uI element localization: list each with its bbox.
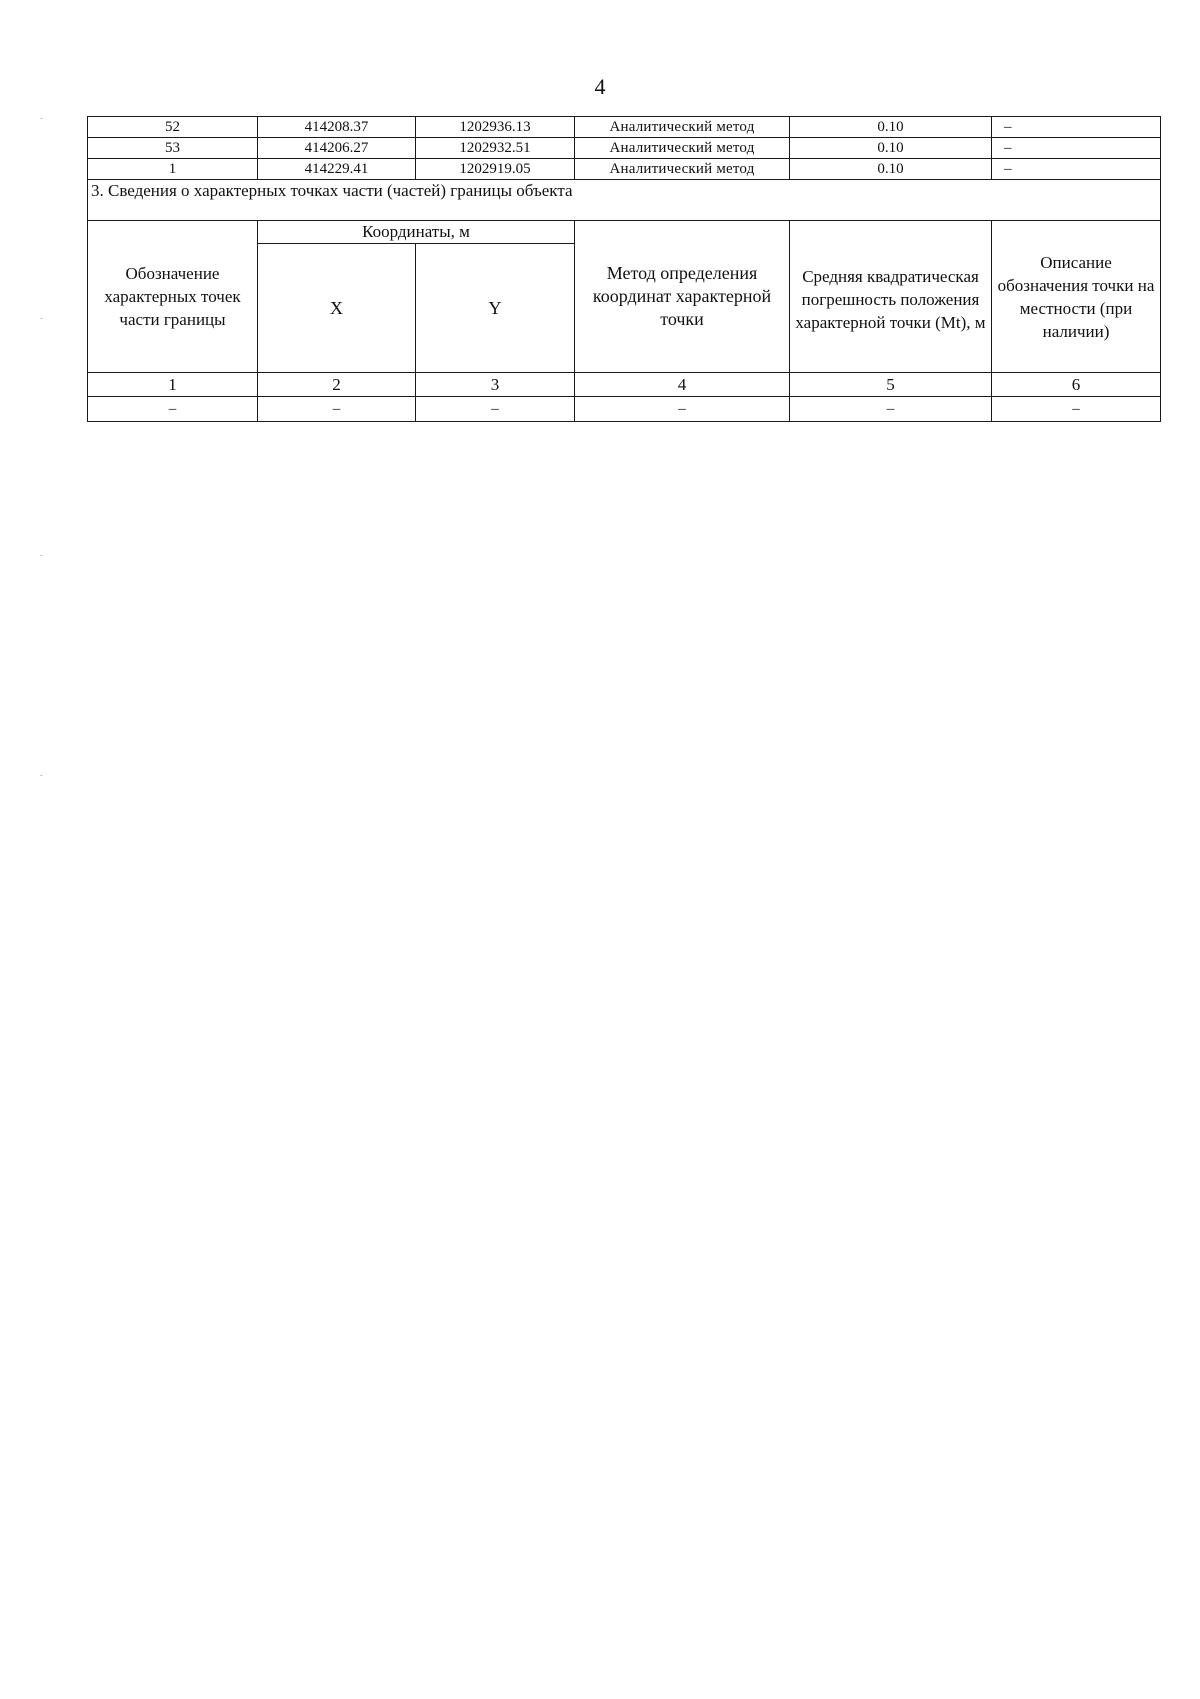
empty-value-cell: – xyxy=(88,397,258,422)
column-number: 3 xyxy=(416,373,575,397)
description-cell: – xyxy=(992,138,1161,159)
empty-value-cell: – xyxy=(790,397,992,422)
error-cell: 0.10 xyxy=(790,117,992,138)
header-point-designation: Обозначение характерных точек части границы xyxy=(88,221,258,373)
header-mean-error-text: Средняя квадратическая погрешность положения характерной точки (Mt), м xyxy=(795,267,986,332)
column-number-row xyxy=(88,373,1161,397)
scan-margin-mark xyxy=(40,118,43,119)
column-number: 4 xyxy=(575,373,790,397)
point-cell: 53 xyxy=(88,138,258,159)
column-number: 6 xyxy=(992,373,1161,397)
method-cell: Аналитический метод xyxy=(575,159,790,180)
boundary-points-table xyxy=(87,116,1161,422)
table-row xyxy=(88,397,1161,422)
empty-value-cell: – xyxy=(575,397,790,422)
scan-margin-mark xyxy=(40,775,43,776)
x-coordinate-cell: 414229.41 xyxy=(258,159,416,180)
y-coordinate-cell: 1202936.13 xyxy=(416,117,575,138)
method-cell: Аналитический метод xyxy=(575,138,790,159)
y-coordinate-cell: 1202932.51 xyxy=(416,138,575,159)
section-title: 3. Сведения о характерных точках части (частей) границы объекта xyxy=(88,180,1161,221)
empty-value-cell: – xyxy=(416,397,575,422)
column-number: 5 xyxy=(790,373,992,397)
x-coordinate-cell: 414208.37 xyxy=(258,117,416,138)
empty-value-cell: – xyxy=(992,397,1161,422)
table-row xyxy=(88,117,1161,138)
column-number: 1 xyxy=(88,373,258,397)
scan-margin-mark xyxy=(40,555,43,556)
header-x: X xyxy=(258,244,416,373)
table-row xyxy=(88,138,1161,159)
header-coordinates: Координаты, м xyxy=(258,221,575,244)
y-coordinate-cell: 1202919.05 xyxy=(416,159,575,180)
header-y: Y xyxy=(416,244,575,373)
scan-margin-mark xyxy=(40,318,43,319)
header-description: Описание обозначения точки на местности (при наличии) xyxy=(992,221,1161,373)
error-cell: 0.10 xyxy=(790,138,992,159)
header-mean-error xyxy=(790,221,992,373)
empty-value-cell: – xyxy=(258,397,416,422)
description-cell: – xyxy=(992,159,1161,180)
description-cell: – xyxy=(992,117,1161,138)
section-title-row xyxy=(88,180,1161,221)
error-cell: 0.10 xyxy=(790,159,992,180)
header-method: Метод определения координат характерной точки xyxy=(575,221,790,373)
x-coordinate-cell: 414206.27 xyxy=(258,138,416,159)
table-header-row xyxy=(88,221,1161,244)
table-row xyxy=(88,159,1161,180)
point-cell: 1 xyxy=(88,159,258,180)
method-cell: Аналитический метод xyxy=(575,117,790,138)
point-cell: 52 xyxy=(88,117,258,138)
page-number: 4 xyxy=(594,74,606,99)
column-number: 2 xyxy=(258,373,416,397)
